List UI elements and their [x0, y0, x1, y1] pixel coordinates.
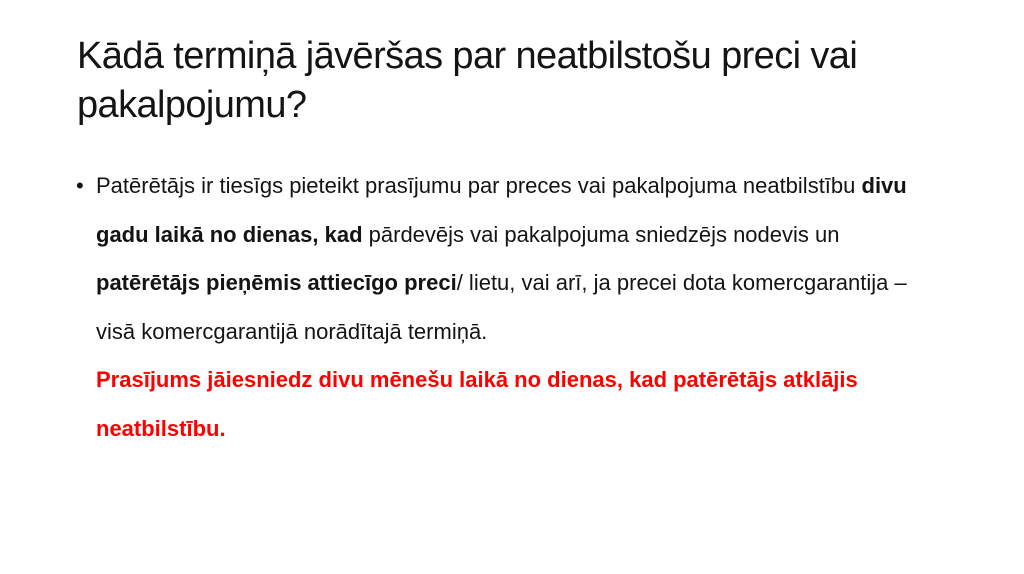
paragraph-segment-bold: patērētājs pieņēmis attiecīgo preci: [96, 270, 457, 295]
bullet-paragraph: [96, 162, 926, 356]
paragraph-segment: / lietu, vai arī, ja precei dota komercgarantija – visā komercgarantijā norādītajā termiņā.: [96, 270, 907, 344]
paragraph-segment-bold: divu gadu laikā no dienas, kad: [96, 173, 907, 247]
slide-body: [76, 162, 926, 453]
paragraph-segment: Patērētājs ir tiesīgs pieteikt prasījumu par preces vai pakalpojuma neatbilstību: [96, 173, 862, 198]
bullet-marker: •: [76, 173, 84, 198]
deadline-note: Prasījums jāiesniedz divu mēnešu laikā no dienas, kad patērētājs atklājis neatbilstību.: [96, 367, 858, 441]
paragraph-segment: pārdevējs vai pakalpojuma sniedzējs nodevis un: [362, 221, 840, 247]
slide-title: Kādā termiņā jāvēršas par neatbilstošu preci vai pakalpojumu?: [77, 35, 858, 126]
